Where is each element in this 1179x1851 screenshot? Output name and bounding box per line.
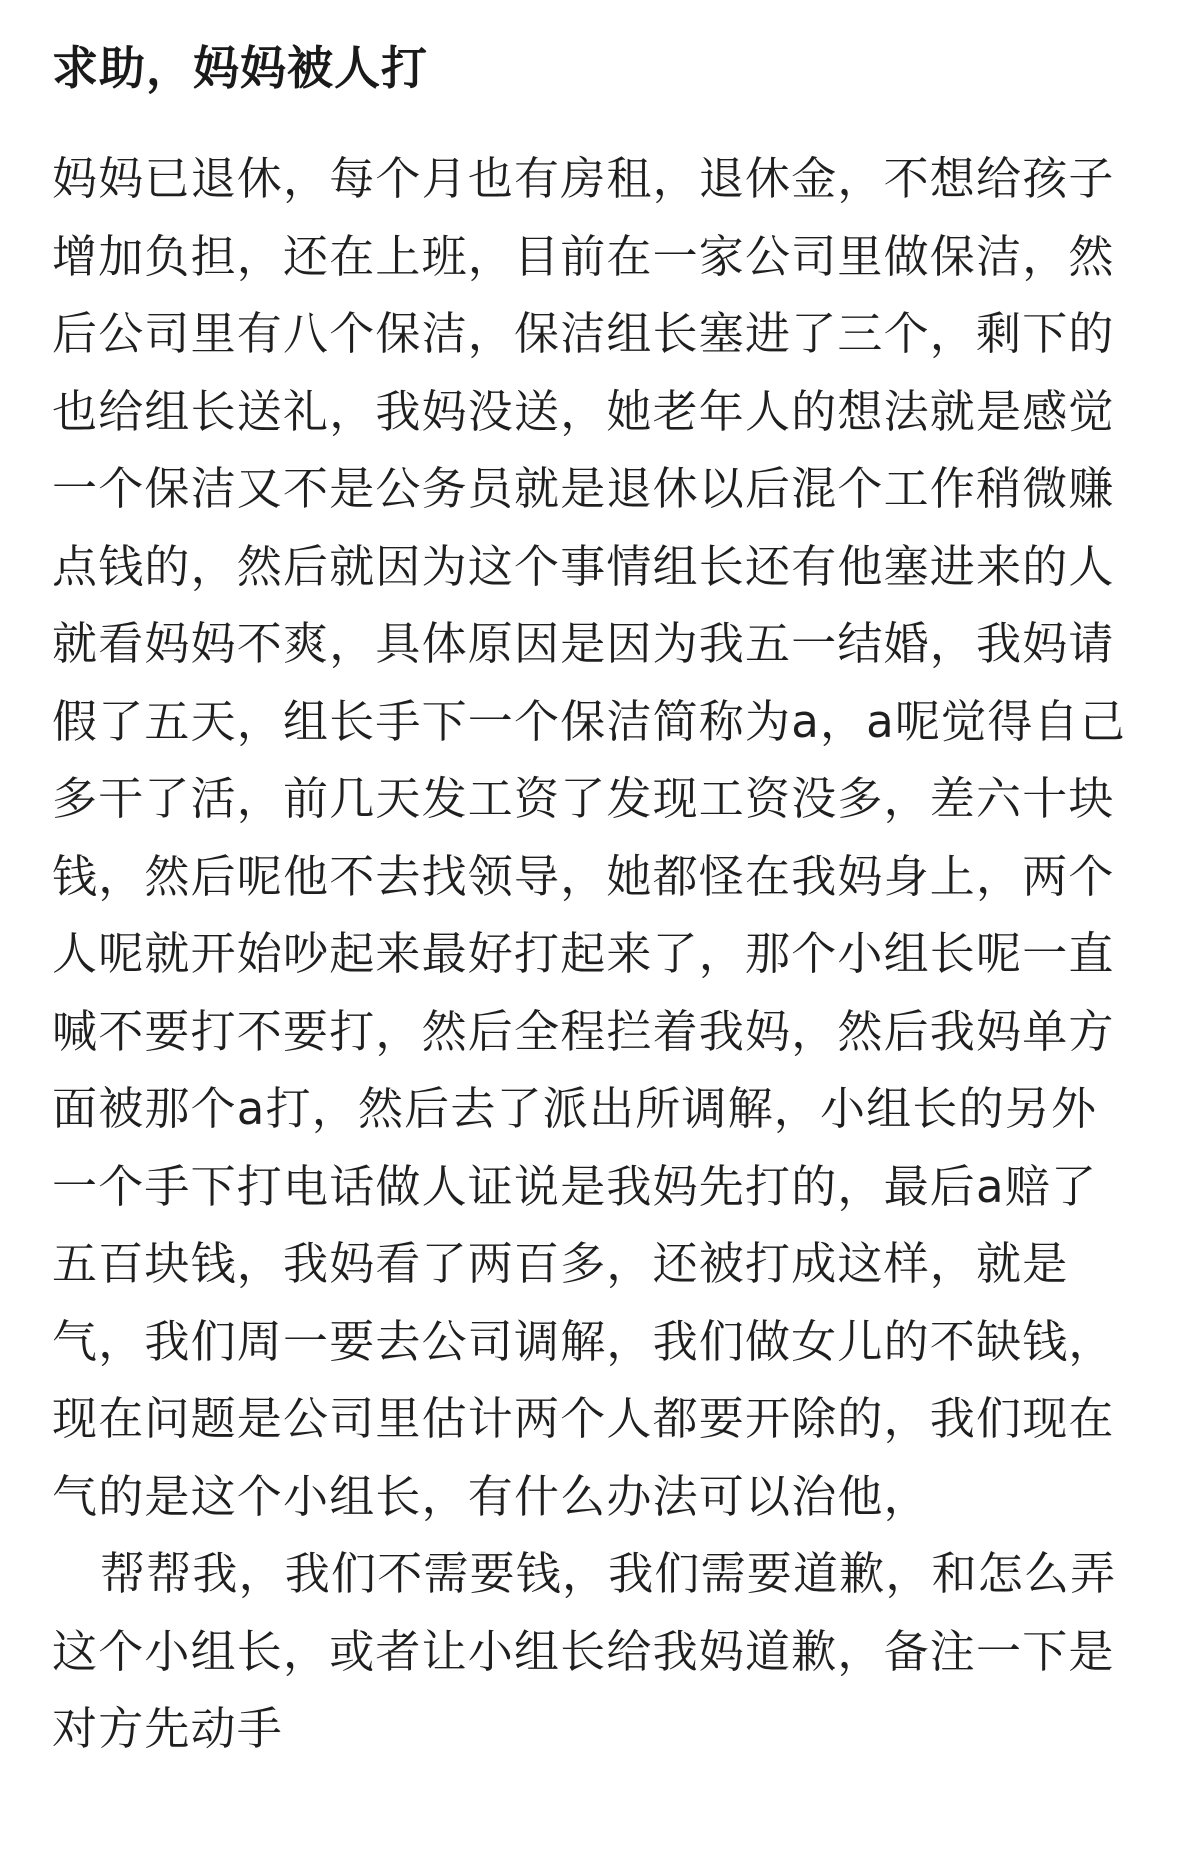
post-paragraph-1: 妈妈已退休，每个月也有房租，退休金，不想给孩子增加负担，还在上班，目前在一家公司里做保洁，然后公司里有八个保洁，保洁组长塞进了三个，剩下的也给组长送礼，我妈没送，她老年人的想法就是感觉一个保洁又不是公务员就是退休以后混个工作稍微赚点钱的，然后就因为这个事情组长还有他塞进来的人就看妈妈不爽，具体原因是因为我五一结婚，我妈请假了五天，组长手下一个保洁简称为a，a呢觉得自己多干了活，前几天发工资了发现工资没多，差六十块钱，然后呢他不去找领导，她都怪在我妈身上，两个人呢就开始吵起来最好打起来了，那个小组长呢一直喊不要打不要打，然后全程拦着我妈，然后我妈单方面被那个a打，然后去了派出所调解，小组长的另外一个手下打电话做人证说是我妈先打的，最后a赔了五百块钱，我妈看了两百多，还被打成这样，就是气，我们周一要去公司调解，我们做女儿的不缺钱，现在问题是公司里估计两个人都要开除的，我们现在气的是这个小组长，有什么办法可以治他， (52, 152, 1126, 1523)
post-body (52, 140, 1127, 1768)
post-paragraph-2: 帮帮我，我们不需要钱，我们需要道歉，和怎么弄这个小组长，或者让小组长给我妈道歉，备注一下是对方先动手 (52, 1547, 1117, 1755)
post-title: 求助，妈妈被人打 (52, 41, 428, 95)
